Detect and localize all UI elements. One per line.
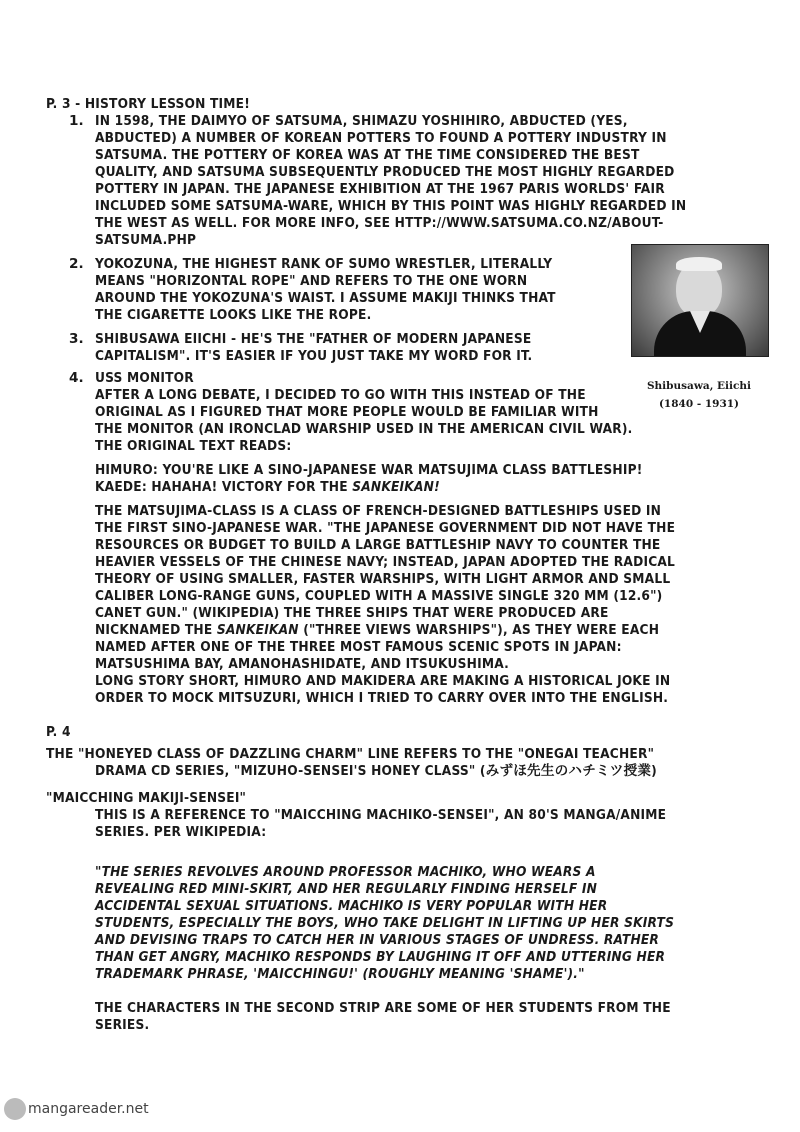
item-4-line: THE ORIGINAL TEXT READS: — [95, 438, 292, 454]
wiki-quote-line: ACCIDENTAL SEXUAL SITUATIONS. MACHIKO IS VERY POPULAR WITH HER — [95, 898, 608, 914]
quote-himuro: HIMURO: YOU'RE LIKE A SINO-JAPANESE WAR MATSUJIMA CLASS BATTLESHIP! — [95, 462, 643, 478]
item-1-line: QUALITY, AND SATSUMA SUBSEQUENTLY PRODUCED THE MOST HIGHLY REGARDED — [95, 164, 675, 180]
matsujima-para-line: THE FIRST SINO-JAPANESE WAR. "THE JAPANESE GOVERNMENT DID NOT HAVE THE — [95, 520, 676, 536]
para-italic: SANKEIKAN — [216, 622, 299, 638]
matsujima-para-line: THE MATSUJIMA-CLASS IS A CLASS OF FRENCH-DESIGNED BATTLESHIPS USED IN — [95, 503, 662, 519]
item-1-line: INCLUDED SOME SATSUMA-WARE, WHICH BY THIS POINT WAS HIGHLY REGARDED IN — [95, 198, 687, 214]
wiki-quote-line: STUDENTS, ESPECIALLY THE BOYS, WHO TAKE DELIGHT IN LIFTING UP HER SKIRTS — [95, 915, 675, 931]
item-4-line: ORIGINAL AS I FIGURED THAT MORE PEOPLE WOULD BE FAMILIAR WITH — [95, 404, 599, 420]
item-1-line: SATSUMA.PHP — [95, 232, 197, 248]
item-1-number: 1. — [69, 113, 84, 129]
photo-caption-dates: (1840 - 1931) — [658, 398, 740, 410]
matsujima-para-line — [95, 622, 659, 638]
p3-heading: P. 3 - HISTORY LESSON TIME! — [46, 96, 251, 112]
wiki-quote-line: TRADEMARK PHRASE, 'MAICCHINGU!' (ROUGHLY MEANING 'SHAME')." — [95, 966, 585, 982]
maicching-heading: "MAICCHING MAKIJI-SENSEI" — [46, 790, 247, 806]
p4-heading: P. 4 — [46, 724, 71, 740]
matsujima-para-line: CALIBER LONG-RANGE GUNS, COUPLED WITH A MASSIVE SINGLE 320 MM (12.6") — [95, 588, 663, 604]
watermark-text: mangareader.net — [28, 1101, 149, 1117]
para-text: NICKNAMED THE — [95, 622, 217, 638]
closing-line: SERIES. — [95, 1017, 150, 1033]
closing-line: THE CHARACTERS IN THE SECOND STRIP ARE SOME OF HER STUDENTS FROM THE — [95, 1000, 671, 1016]
item-3-line: CAPITALISM". IT'S EASIER IF YOU JUST TAKE MY WORD FOR IT. — [95, 348, 533, 364]
item-1-line: ABDUCTED) A NUMBER OF KOREAN POTTERS TO FOUND A POTTERY INDUSTRY IN — [95, 130, 667, 146]
item-4-number: 4. — [69, 370, 84, 386]
item-2-line: YOKOZUNA, THE HIGHEST RANK OF SUMO WRESTLER, LITERALLY — [95, 256, 553, 272]
wiki-quote-line: AND DEVISING TRAPS TO CATCH HER IN VARIOUS STAGES OF UNDRESS. RATHER — [95, 932, 660, 948]
item-4-line: USS MONITOR — [95, 370, 194, 386]
maicching-line: THIS IS A REFERENCE TO "MAICCHING MACHIKO-SENSEI", AN 80'S MANGA/ANIME — [95, 807, 667, 823]
matsujima-para-line: HEAVIER VESSELS OF THE CHINESE NAVY; INSTEAD, JAPAN ADOPTED THE RADICAL — [95, 554, 676, 570]
item-2-line: THE CIGARETTE LOOKS LIKE THE ROPE. — [95, 307, 372, 323]
item-2-line: AROUND THE YOKOZUNA'S WAIST. I ASSUME MAKIJI THINKS THAT — [95, 290, 556, 306]
wiki-quote-line: "THE SERIES REVOLVES AROUND PROFESSOR MACHIKO, WHO WEARS A — [95, 864, 596, 880]
quote-kaede-text: KAEDE: HAHAHA! VICTORY FOR THE — [95, 479, 353, 495]
item-2-line: MEANS "HORIZONTAL ROPE" AND REFERS TO THE ONE WORN — [95, 273, 528, 289]
photo-caption-name: Shibusawa, Eiichi — [646, 380, 752, 392]
mangareader-watermark — [4, 1098, 149, 1120]
para-text: ("THREE VIEWS WARSHIPS"), AS THEY WERE EACH — [298, 622, 660, 638]
item-4-line: THE MONITOR (AN IRONCLAD WARSHIP USED IN THE AMERICAN CIVIL WAR). — [95, 421, 633, 437]
matsujima-para-line: THEORY OF USING SMALLER, FASTER WARSHIPS, WITH LIGHT ARMOR AND SMALL — [95, 571, 671, 587]
wiki-quote-line: THAN GET ANGRY, MACHIKO RESPONDS BY LAUGHING IT OFF AND UTTERING HER — [95, 949, 666, 965]
item-3-line: SHIBUSAWA EIICHI - HE'S THE "FATHER OF MODERN JAPANESE — [95, 331, 532, 347]
matsujima-para-line: ORDER TO MOCK MITSUZURI, WHICH I TRIED TO CARRY OVER INTO THE ENGLISH. — [95, 690, 669, 706]
item-3-number: 3. — [69, 331, 84, 347]
p4-line: DRAMA CD SERIES, "MIZUHO-SENSEI'S HONEY CLASS" (みずほ先生のハチミツ授業) — [95, 763, 657, 779]
item-1-line: SATSUMA. THE POTTERY OF KOREA WAS AT THE TIME CONSIDERED THE BEST — [95, 147, 640, 163]
wiki-quote-line: REVEALING RED MINI-SKIRT, AND HER REGULARLY FINDING HERSELF IN — [95, 881, 598, 897]
matsujima-para-line: MATSUSHIMA BAY, AMANOHASHIDATE, AND ITSUKUSHIMA. — [95, 656, 509, 672]
matsujima-para-line: CANET GUN." (WIKIPEDIA) THE THREE SHIPS THAT WERE PRODUCED ARE — [95, 605, 609, 621]
shibusawa-portrait-photo — [631, 244, 769, 357]
item-1-line: THE WEST AS WELL. FOR MORE INFO, SEE HTTP://WWW.SATSUMA.CO.NZ/ABOUT- — [95, 215, 664, 231]
mangareader-logo-icon — [4, 1098, 26, 1120]
item-2-number: 2. — [69, 256, 84, 272]
matsujima-para-line: RESOURCES OR BUDGET TO BUILD A LARGE BATTLESHIP NAVY TO COUNTER THE — [95, 537, 661, 553]
matsujima-para-line: NAMED AFTER ONE OF THE THREE MOST FAMOUS SCENIC SPOTS IN JAPAN: — [95, 639, 622, 655]
p4-line: THE "HONEYED CLASS OF DAZZLING CHARM" LINE REFERS TO THE "ONEGAI TEACHER" — [46, 746, 655, 762]
quote-kaede — [95, 479, 440, 495]
item-1-line: IN 1598, THE DAIMYO OF SATSUMA, SHIMAZU YOSHIHIRO, ABDUCTED (YES, — [95, 113, 628, 129]
maicching-line: SERIES. PER WIKIPEDIA: — [95, 824, 267, 840]
item-4-line: AFTER A LONG DEBATE, I DECIDED TO GO WITH THIS INSTEAD OF THE — [95, 387, 586, 403]
quote-kaede-italic: SANKEIKAN! — [352, 479, 440, 495]
matsujima-para-line: LONG STORY SHORT, HIMURO AND MAKIDERA ARE MAKING A HISTORICAL JOKE IN — [95, 673, 671, 689]
item-1-line: POTTERY IN JAPAN. THE JAPANESE EXHIBITION AT THE 1967 PARIS WORLDS' FAIR — [95, 181, 665, 197]
